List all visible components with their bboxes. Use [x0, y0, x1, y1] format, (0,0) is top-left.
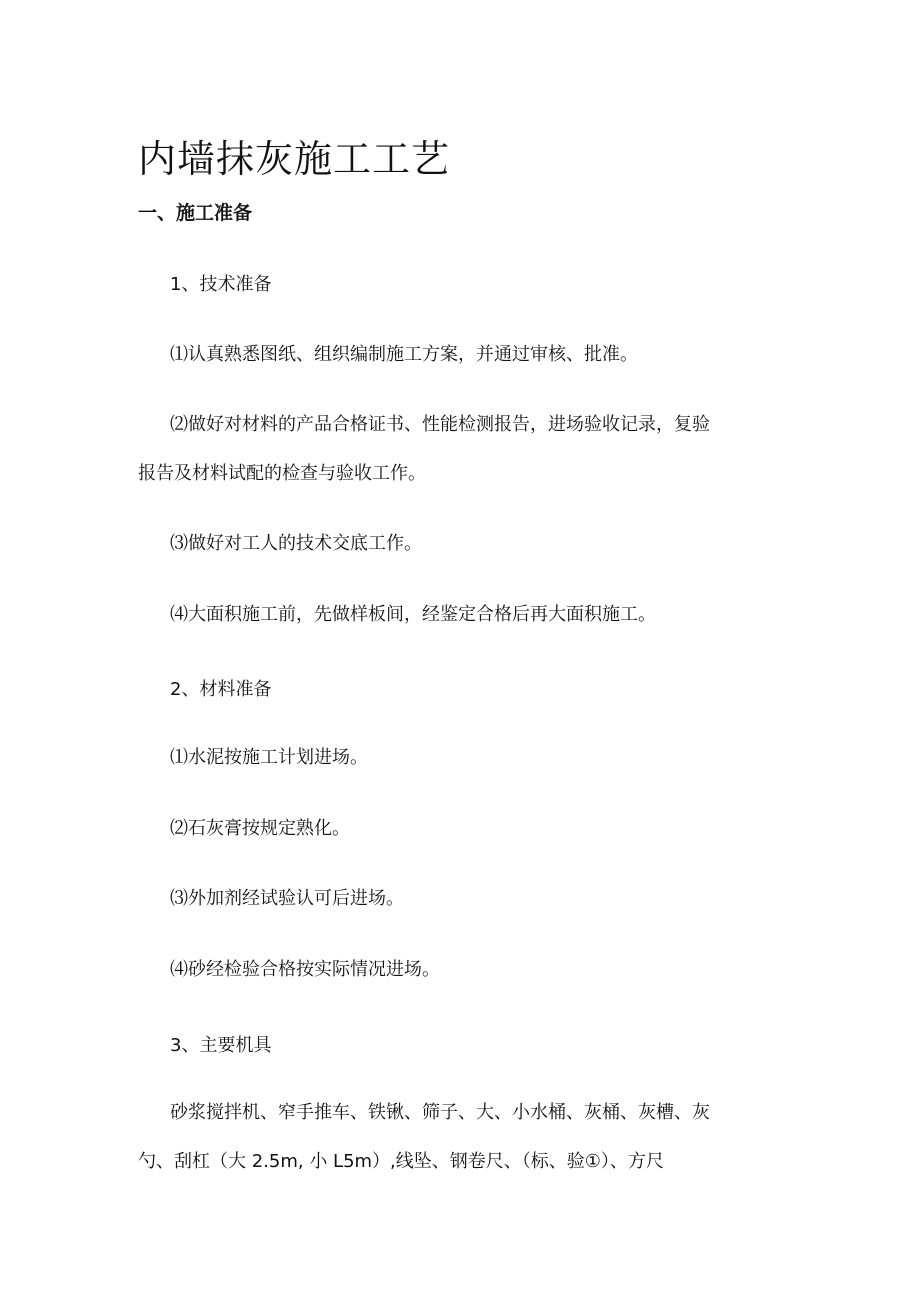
paragraph-continuation: 勺、刮杠（大 2.5m, 小 L5m）,线坠、钢卷尺、（标、验①）、方尺: [138, 1151, 664, 1172]
paragraph-item: ⑷大面积施工前，先做样板间，经鉴定合格后再大面积施工。: [170, 604, 656, 625]
subsection-heading-tools: 3、主要机具: [170, 1035, 272, 1056]
paragraph-item: ⑴水泥按施工计划进场。: [170, 747, 368, 768]
subsection-heading-technical: 1、技术准备: [170, 274, 272, 295]
subsection-heading-materials: 2、材料准备: [170, 679, 272, 700]
paragraph-line: 砂浆搅拌机、窄手推车、铁锹、筛子、大、小水桶、灰桶、灰槽、灰: [170, 1102, 710, 1123]
document-title: 内墙抹灰施工工艺: [138, 137, 451, 181]
section-heading-preparation: 一、施工准备: [138, 202, 253, 224]
paragraph-item: ⑴认真熟悉图纸、组织编制施工方案，并通过审核、批准。: [170, 344, 638, 365]
paragraph-item: ⑵石灰膏按规定熟化。: [170, 818, 350, 839]
paragraph-item: ⑷砂经检验合格按实际情况进场。: [170, 959, 440, 980]
paragraph-item: ⑵做好对材料的产品合格证书、性能检测报告，进场验收记录，复验: [170, 414, 710, 435]
paragraph-item: ⑶做好对工人的技术交底工作。: [170, 533, 422, 554]
paragraph-item: ⑶外加剂经试验认可后进场。: [170, 888, 404, 909]
paragraph-continuation: 报告及材料试配的检查与验收工作。: [138, 463, 426, 484]
